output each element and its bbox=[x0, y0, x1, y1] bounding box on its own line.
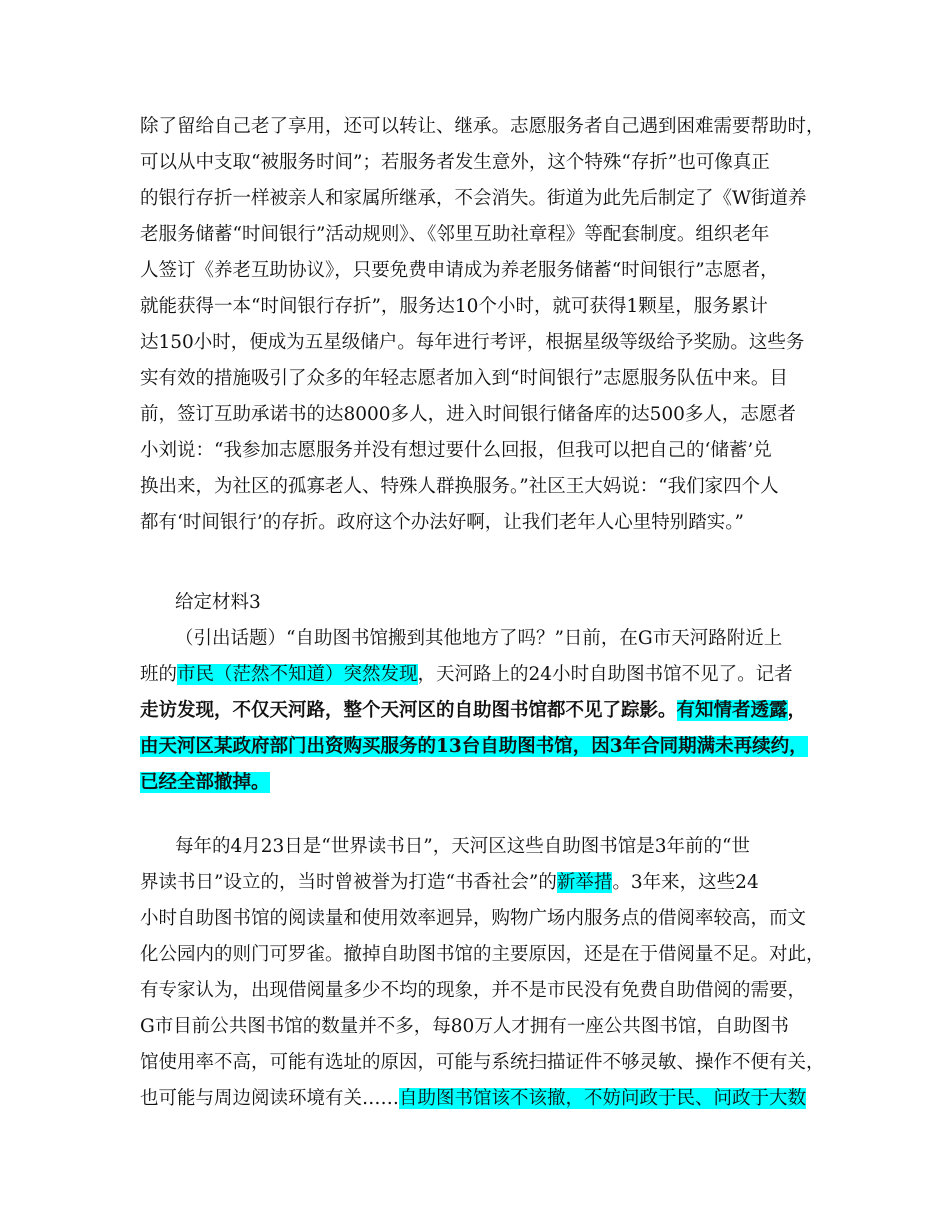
text-line bbox=[140, 904, 840, 934]
text-segment: 的银行存折一样被亲人和家属所继承，不会消失。街道为此先后制定了《W街道养 bbox=[140, 188, 807, 209]
text-segment: 化公园内的则门可罗雀。撤掉自助图书馆的主要原因，还是在于借阅量不足。对此， bbox=[140, 944, 825, 965]
text-segment: 除了留给自己老了享用，还可以转让、继承。志愿服务者自己遇到困难需要帮助时， bbox=[140, 116, 825, 137]
text-line bbox=[140, 148, 840, 178]
text-line bbox=[140, 732, 840, 762]
text-segment: 都有‘时间银行’的存折。政府这个办法好啊，让我们老年人心里特别踏实。” bbox=[140, 512, 744, 533]
text-segment: 小时自助图书馆的阅读量和使用效率迥异，购物广场内服务点的借阅率较高，而文 bbox=[140, 908, 807, 929]
section-heading bbox=[175, 588, 875, 618]
text-line bbox=[140, 508, 840, 538]
text-segment: 班的 bbox=[140, 664, 178, 685]
text-line bbox=[140, 768, 840, 798]
text-line bbox=[140, 112, 840, 142]
text-line bbox=[140, 256, 840, 286]
text-line bbox=[140, 1048, 840, 1078]
text-line bbox=[140, 976, 840, 1006]
highlighted-text: 市民（茫然不知道）突然发现 bbox=[177, 664, 418, 685]
text-segment: ，天河路上的24小时自助图书馆不见了。记者 bbox=[417, 664, 793, 685]
text-segment: 前，签订互助承诺书的达8000多人，进入时间银行储备库的达500多人，志愿者 bbox=[140, 404, 796, 425]
text-line bbox=[140, 868, 840, 898]
text-line bbox=[175, 832, 875, 862]
text-segment: 换出来，为社区的孤寡老人、特殊人群换服务。”社区王大妈说：“我们家四个人 bbox=[140, 476, 779, 497]
text-segment: 有专家认为，出现借阅量多少不均的现象，并不是市民没有免费自助借阅的需要， bbox=[140, 980, 807, 1001]
text-line bbox=[140, 1012, 840, 1042]
text-segment: 达150小时，便成为五星级储户。每年进行考评，根据星级等级给予奖励。这些务 bbox=[140, 332, 805, 353]
text-segment: 可以从中支取“被服务时间”；若服务者发生意外，这个特殊“存折”也可像真正 bbox=[140, 152, 770, 173]
text-segment: 小刘说：“我参加志愿服务并没有想过要什么回报，但我可以把自己的‘储蓄’兑 bbox=[140, 440, 772, 461]
text-segment: 人签订《养老互助协议》，只要免费申请成为养老服务储蓄“时间银行”志愿者， bbox=[140, 260, 779, 281]
text-segment: 每年的4月23日是“世界读书日”，天河区这些自助图书馆是3年前的“世 bbox=[175, 836, 750, 857]
text-line bbox=[140, 436, 840, 466]
text-line bbox=[140, 660, 840, 690]
text-line bbox=[175, 624, 875, 654]
text-line bbox=[140, 184, 840, 214]
text-line bbox=[140, 696, 840, 726]
text-segment: 走访发现，不仅天河路，整个天河区的自助图书馆都不见了踪影。 bbox=[140, 700, 677, 721]
text-line bbox=[140, 364, 840, 394]
text-segment: （引出话题）“自助图书馆搬到其他地方了吗？”日前，在G市天河路附近上 bbox=[175, 628, 783, 649]
text-segment: 就能获得一本“时间银行存折”，服务达10个小时，就可获得1颗星，服务累计 bbox=[140, 296, 768, 317]
text-segment: 界读书日”设立的，当时曾被誉为打造“书香社会”的 bbox=[140, 872, 557, 893]
text-segment: ， bbox=[787, 700, 807, 721]
text-segment: 也可能与周边阅读环境有关…… bbox=[140, 1088, 400, 1109]
text-segment: 实有效的措施吸引了众多的年轻志愿者加入到“时间银行”志愿服务队伍中来。目 bbox=[140, 368, 788, 389]
text-line bbox=[140, 472, 840, 502]
text-segment: 给定材料3 bbox=[175, 592, 261, 613]
text-line bbox=[140, 328, 840, 358]
text-segment: 馆使用率不高，可能有选址的原因，可能与系统扫描证件不够灵敏、操作不便有关， bbox=[140, 1052, 825, 1073]
highlighted-text: 有知情者透露 bbox=[676, 700, 788, 721]
highlighted-text: 自助图书馆该不该撤，不妨问政于民、问政于大数 bbox=[399, 1088, 807, 1109]
text-line bbox=[140, 220, 840, 250]
highlighted-text: 已经全部撤掉。 bbox=[140, 772, 270, 793]
text-segment: 老服务储蓄“时间银行”活动规则》、《邻里互助社章程》等配套制度。组织老年 bbox=[140, 224, 770, 245]
text-line bbox=[140, 292, 840, 322]
text-line bbox=[140, 1084, 840, 1114]
text-line bbox=[140, 940, 840, 970]
highlighted-text: 天河区某政府部门出资购买服务的13台自助图书馆，因3年合同期满未再续约， bbox=[158, 736, 808, 757]
text-segment: 。3年来，这些24 bbox=[612, 872, 759, 893]
highlighted-text: 新举措 bbox=[556, 872, 613, 893]
text-line bbox=[140, 400, 840, 430]
text-segment: G市目前公共图书馆的数量并不多，每80万人才拥有一座公共图书馆，自助图书 bbox=[140, 1016, 789, 1037]
highlighted-text: 由 bbox=[140, 736, 159, 757]
